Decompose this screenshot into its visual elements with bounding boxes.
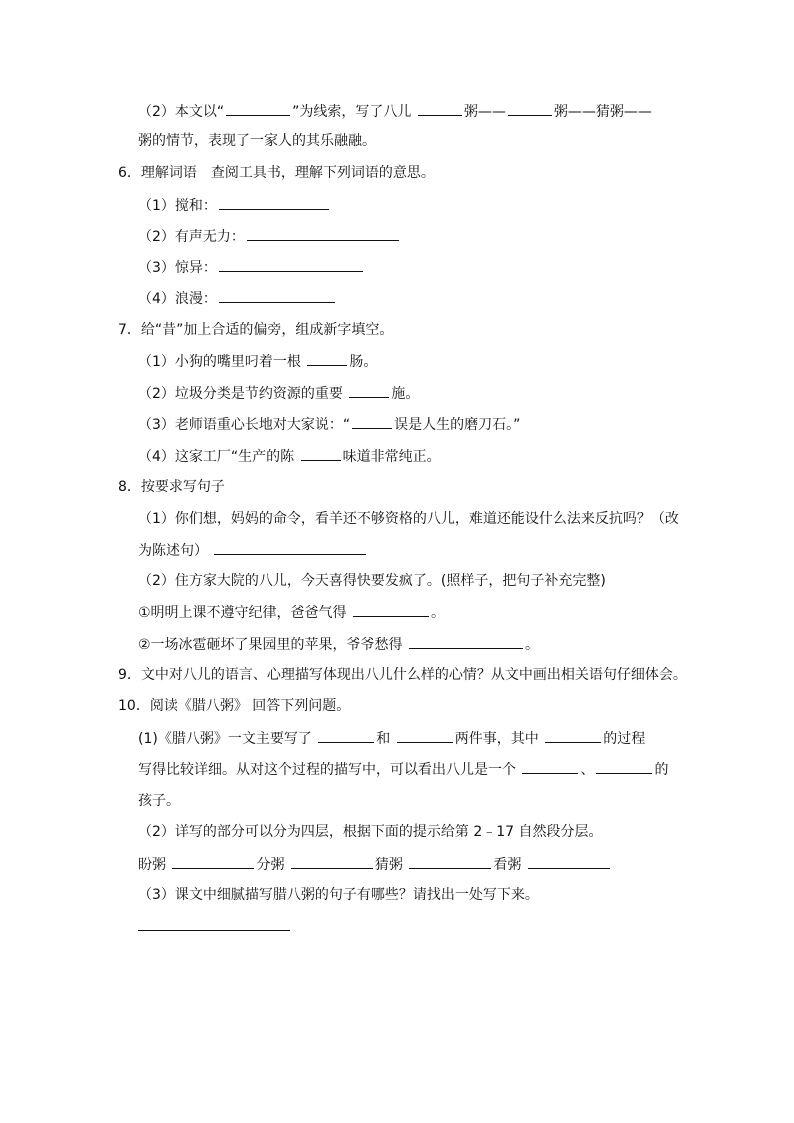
q10-p1-text-f: 、	[580, 762, 595, 778]
q8-blank-2[interactable]	[353, 602, 429, 617]
q10-layer-1: 盼粥	[138, 857, 166, 873]
q6-item-4-label: （4）浪漫：	[138, 291, 217, 307]
q6-item-2	[138, 226, 401, 246]
q5-blank-clue[interactable]	[226, 101, 290, 116]
q10-p1-text-a: (1)《腊八粥》一文主要写了	[138, 731, 312, 747]
q8-blank-3[interactable]	[409, 634, 523, 649]
q5-text-c: 粥——	[463, 104, 506, 120]
q8-sentence-1-end: 。	[431, 605, 446, 621]
q5-text-b: ”为线索，写了八儿	[292, 104, 412, 120]
q5-blank-2[interactable]	[508, 101, 552, 116]
q7-item-3-end: 误是人生的磨刀石。”	[394, 417, 521, 433]
q6-item-3	[138, 257, 365, 277]
q7-item-1-end: 肠。	[349, 354, 378, 370]
q10-blank-3[interactable]	[545, 728, 601, 743]
q10-layer-blank-1[interactable]	[172, 854, 254, 869]
q5-text-a: （2）本文以“	[138, 104, 225, 120]
q8-item-1-text: 为陈述句）	[138, 543, 208, 559]
q8-item-1-line1: （1）你们想，妈妈的命令，看羊还不够资格的八儿，难道还能设什么法来反抗吗？（改	[138, 511, 679, 527]
q10-layer-blank-2[interactable]	[291, 854, 373, 869]
q8-title: 8．按要求写句子	[118, 479, 225, 495]
q10-layer-3: 猜粥	[374, 857, 403, 873]
q10-part1-line1	[138, 728, 645, 748]
q10-p1-text-e: 写得比较详细。从对这个过程的描写中，可以看出八儿是一个	[138, 762, 516, 778]
q10-part1-line3: 孩子。	[138, 793, 180, 809]
q8-blank-1[interactable]	[214, 540, 366, 555]
q10-blank-4[interactable]	[522, 759, 578, 774]
q7-item-4	[138, 446, 441, 466]
q8-sentence-2-end: 。	[525, 637, 540, 653]
q7-item-2-end: 施。	[391, 386, 420, 402]
q10-blank-1[interactable]	[318, 728, 374, 743]
q7-item-2-text: （2）垃圾分类是节约资源的重要	[138, 386, 343, 402]
q7-item-1-text: （1）小狗的嘴里叼着一根	[138, 354, 301, 370]
q7-blank-4[interactable]	[301, 446, 341, 461]
q10-layers	[138, 854, 612, 874]
q6-item-1	[138, 195, 331, 215]
q6-item-2-label: （2）有声无力：	[138, 229, 245, 245]
q6-item-3-label: （3）惊异：	[138, 260, 217, 276]
q6-blank-4[interactable]	[219, 288, 335, 303]
q6-blank-3[interactable]	[219, 257, 363, 272]
q7-item-1	[138, 351, 377, 371]
q5-part2-line1	[138, 101, 652, 121]
q7-item-3-text: （3）老师语重心长地对大家说：“	[138, 417, 351, 433]
q10-part1-line2	[138, 759, 668, 779]
q5-part2-line2: 粥的情节，表现了一家人的其乐融融。	[138, 133, 376, 149]
q8-sentence-1-text: ①明明上课不遵守纪律，爸爸气得	[138, 605, 347, 621]
q7-blank-1[interactable]	[307, 351, 347, 366]
q10-layer-blank-4[interactable]	[528, 854, 610, 869]
q10-p1-text-b: 和	[376, 731, 391, 747]
q8-item-1-line2	[138, 540, 368, 560]
q10-blank-5[interactable]	[596, 759, 652, 774]
q7-item-3	[138, 414, 520, 434]
q8-sentence-2-text: ②一场冰雹砸坏了果园里的苹果，爷爷愁得	[138, 637, 403, 653]
q10-title: 10．阅读《腊八粥》 回答下列问题。	[118, 698, 351, 714]
q10-p1-text-g: 的	[654, 762, 669, 778]
q10-blank-2[interactable]	[397, 728, 453, 743]
q7-item-2	[138, 383, 419, 403]
q8-item-2: （2）住方家大院的八儿，今天喜得快要发疯了。(照样子，把句子补充完整)	[138, 573, 606, 589]
q7-item-4-text: （4）这家工厂“生产的陈	[138, 449, 295, 465]
q10-answer-line	[138, 916, 290, 936]
q5-blank-1[interactable]	[418, 101, 462, 116]
q10-part2: （2）详写的部分可以分为四层，根据下面的提示给第 2﹣17 自然段分层。	[138, 824, 603, 840]
q10-p1-text-c: 两件事，其中	[454, 731, 539, 747]
q8-sentence-1	[138, 602, 445, 622]
q10-part3: （3）课文中细腻描写腊八粥的句子有哪些？请找出一处写下来。	[138, 887, 539, 903]
q6-blank-2[interactable]	[247, 226, 399, 241]
q5-text-d: 粥——猜粥——	[553, 104, 652, 120]
q7-title: 7．给“昔”加上合适的偏旁，组成新字填空。	[118, 322, 394, 338]
q6-item-1-label: （1）搅和：	[138, 198, 217, 214]
q6-blank-1[interactable]	[219, 195, 329, 210]
q7-item-4-end: 味道非常纯正。	[342, 449, 441, 465]
q10-layer-4: 看粥	[493, 857, 522, 873]
q10-answer-blank[interactable]	[138, 916, 290, 931]
q10-layer-blank-3[interactable]	[409, 854, 491, 869]
q6-title: 6．理解词语 查阅工具书，理解下列词语的意思。	[118, 165, 435, 181]
q10-layer-2: 分粥	[256, 857, 285, 873]
q8-sentence-2	[138, 634, 539, 654]
q6-item-4	[138, 288, 337, 308]
q10-p1-text-d: 的过程	[603, 731, 646, 747]
q7-blank-2[interactable]	[349, 383, 389, 398]
q7-blank-3[interactable]	[352, 414, 392, 429]
q9-title: 9．文中对八儿的语言、心理描写体现出八儿什么样的心情？从文中画出相关语句仔细体会。	[118, 667, 687, 683]
